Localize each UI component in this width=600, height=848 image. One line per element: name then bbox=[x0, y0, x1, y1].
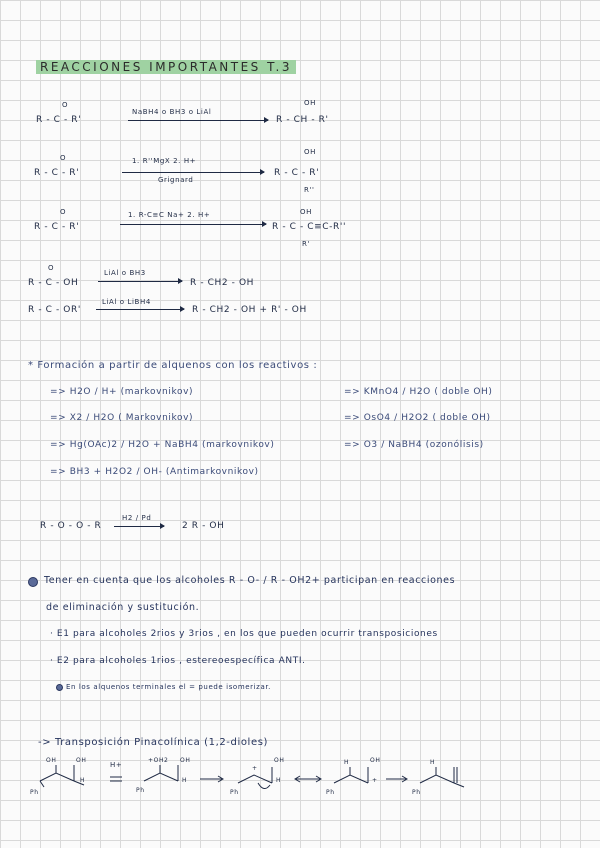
pinacol-ph-label: Ph bbox=[326, 789, 335, 796]
r3-product-top: OH bbox=[300, 208, 312, 216]
pinacol-heading: -> Transposición Pinacolínica (1,2-dioles) bbox=[38, 737, 269, 748]
r2-product: R - C - R' bbox=[274, 168, 320, 178]
r3-reagent: 1. R-C≡C Na+ 2. H+ bbox=[128, 211, 211, 219]
note-sub: En los alquenos terminales el = puede isomerizar. bbox=[66, 683, 271, 691]
r1-reagent: NaBH4 o BH3 o LiAl bbox=[132, 108, 212, 116]
r3-reactant: R - C - R' bbox=[34, 222, 80, 232]
pinacol-ph-label: Ph bbox=[412, 789, 421, 796]
r5-reactant: R - C - OR' bbox=[28, 305, 81, 315]
r3-reactant-top: O bbox=[60, 208, 67, 216]
r3-product-bottom: R' bbox=[302, 240, 310, 248]
pinacol-oh-label: OH bbox=[274, 757, 285, 764]
page-title: REACCIONES IMPORTANTES T.3 bbox=[36, 60, 296, 74]
pinacol-h-label: H bbox=[276, 777, 282, 784]
r2-reagent-below: Grignard bbox=[158, 176, 194, 184]
peroxide-reactant: R - O - O - R bbox=[40, 521, 102, 531]
note-e2: · E2 para alcoholes 1rios , estereoespecífica ANTI. bbox=[50, 656, 306, 666]
pinacol-ph-label: Ph bbox=[136, 787, 145, 794]
pinacol-ph-label: Ph bbox=[30, 789, 39, 796]
r4-arrow bbox=[98, 281, 182, 282]
note-e1: · E1 para alcoholes 2rios y 3rios , en los que pueden ocurrir transposiciones bbox=[50, 629, 438, 639]
pinacol-h-label: H bbox=[80, 777, 86, 784]
r2-reactant: R - C - R' bbox=[34, 168, 80, 178]
r4-reactant: R - C - OH bbox=[28, 278, 79, 288]
pinacol-reagent: H+ bbox=[110, 761, 123, 769]
pinacol-plus-label: + bbox=[252, 765, 258, 772]
pinacol-oh-label: OH bbox=[46, 757, 57, 764]
r2-reagent: 1. R''MgX 2. H+ bbox=[132, 157, 197, 165]
r5-product: R - CH2 - OH + R' - OH bbox=[192, 305, 307, 315]
pinacol-scheme bbox=[30, 755, 470, 805]
r4-reagent: LiAl o BH3 bbox=[104, 269, 146, 277]
pinacol-h-label: H bbox=[344, 759, 350, 766]
pinacol-ph-label: Ph bbox=[230, 789, 239, 796]
note-line-2: de eliminación y sustitución. bbox=[46, 602, 200, 613]
alkene-right-3: => O3 / NaBH4 (ozonólisis) bbox=[344, 440, 484, 450]
r2-arrow bbox=[122, 172, 264, 173]
pinacol-h-label: H bbox=[430, 759, 436, 766]
r1-product: R - CH - R' bbox=[276, 115, 329, 125]
pinacol-oh-label: OH bbox=[76, 757, 87, 764]
alkene-left-3: => Hg(OAc)2 / H2O + NaBH4 (markovnikov) bbox=[50, 440, 275, 450]
pinacol-structures-svg bbox=[30, 755, 470, 805]
r4-reactant-top: O bbox=[48, 264, 55, 272]
alkenes-heading: * Formación a partir de alquenos con los reactivos : bbox=[28, 360, 318, 371]
bullet-icon bbox=[28, 577, 38, 587]
pinacol-h-label: H bbox=[182, 777, 188, 784]
r1-reactant: R - C - R' bbox=[36, 115, 82, 125]
peroxide-arrow bbox=[114, 526, 164, 527]
r4-product: R - CH2 - OH bbox=[190, 278, 255, 288]
r2-reactant-top: O bbox=[60, 154, 67, 162]
alkene-left-4: => BH3 + H2O2 / OH- (Antimarkovnikov) bbox=[50, 467, 259, 477]
r2-product-bottom: R'' bbox=[304, 186, 315, 194]
r5-reagent: LiAl o LiBH4 bbox=[102, 298, 151, 306]
note-line-1: Tener en cuenta que los alcoholes R - O- / R - OH2+ participan en reacciones bbox=[44, 575, 456, 586]
peroxide-reagent: H2 / Pd bbox=[122, 514, 152, 522]
pinacol-oh-label: OH bbox=[180, 757, 191, 764]
alkene-left-1: => H2O / H+ (markovnikov) bbox=[50, 387, 194, 397]
peroxide-product: 2 R - OH bbox=[182, 521, 225, 531]
r1-arrow bbox=[128, 120, 268, 121]
pinacol-plus-label: + bbox=[372, 777, 378, 784]
r1-reactant-top: O bbox=[62, 101, 69, 109]
r3-arrow bbox=[120, 224, 266, 225]
pinacol-oh2-label: +OH2 bbox=[148, 757, 169, 764]
r5-arrow bbox=[96, 309, 184, 310]
alkene-right-1: => KMnO4 / H2O ( doble OH) bbox=[344, 387, 493, 397]
sub-bullet-icon bbox=[56, 684, 63, 691]
r1-product-top: OH bbox=[304, 99, 316, 107]
r2-product-top: OH bbox=[304, 148, 316, 156]
pinacol-oh-label: OH bbox=[370, 757, 381, 764]
alkene-right-2: => OsO4 / H2O2 ( doble OH) bbox=[344, 413, 491, 423]
r3-product: R - C - C≡C-R'' bbox=[272, 222, 347, 232]
alkene-left-2: => X2 / H2O ( Markovnikov) bbox=[50, 413, 194, 423]
